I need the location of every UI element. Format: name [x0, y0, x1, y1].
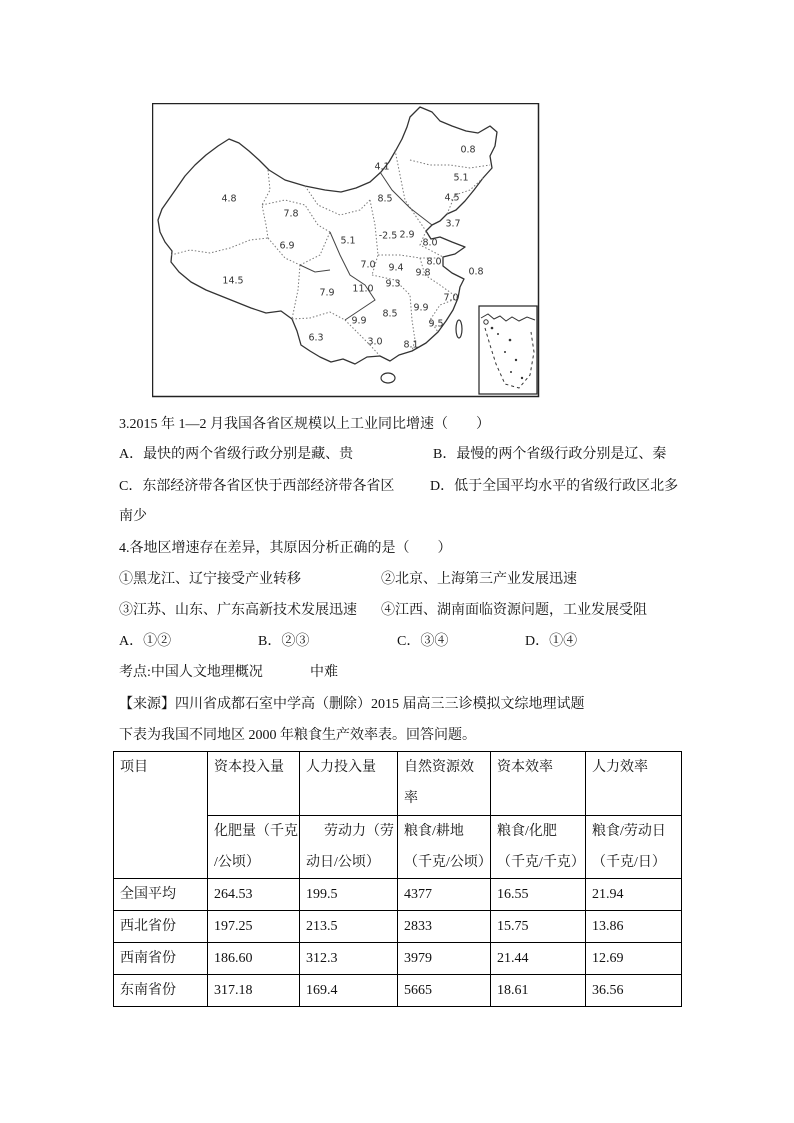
map-value-label: 3.7	[445, 218, 461, 230]
table-row	[114, 975, 682, 1007]
q4-option-a: A．①②	[119, 634, 172, 649]
table-header-row	[114, 752, 682, 816]
table-cell: 169.4	[300, 975, 398, 1007]
south-china-sea-inset	[479, 306, 537, 394]
table-cell: 21.44	[491, 943, 586, 975]
map-value-label: 8.0	[422, 237, 438, 249]
table-cell: 2833	[398, 911, 491, 943]
table-cell: 东南省份	[114, 975, 208, 1007]
q4-option-b: B．②③	[258, 634, 310, 649]
table-cell: 3979	[398, 943, 491, 975]
island-dot	[504, 351, 506, 353]
map-value-label: 9.8	[415, 267, 431, 279]
hainan-island	[381, 373, 395, 383]
q4-statement-3: ③江苏、山东、广东高新技术发展迅速	[119, 603, 357, 618]
map-value-label: 6.9	[279, 240, 295, 252]
table-header-cell: 项目	[114, 752, 208, 879]
table-cell: 5665	[398, 975, 491, 1007]
map-value-label: 7.0	[360, 259, 376, 271]
q4-option-c: C．③④	[397, 634, 449, 649]
unit-line: 动日/公顷）	[306, 855, 380, 870]
table-cell: 21.94	[586, 879, 682, 911]
table-header-cell: 人力投入量	[300, 752, 398, 816]
table-header-cell: 资本投入量	[208, 752, 300, 816]
island-dot	[497, 333, 499, 335]
unit-line: 粮食/化肥	[497, 824, 557, 839]
table-unit-cell	[586, 816, 682, 879]
table-header-cell: 人力效率	[586, 752, 682, 816]
map-value-label: 0.8	[468, 266, 484, 278]
map-value-label: 9.9	[351, 315, 367, 327]
table-cell: 12.69	[586, 943, 682, 975]
table-cell: 264.53	[208, 879, 300, 911]
q4-statement-4: ④江西、湖南面临资源问题，工业发展受阻	[381, 603, 647, 618]
table-unit-cell	[300, 816, 398, 879]
table-cell: 16.55	[491, 879, 586, 911]
grain-efficiency-table	[113, 751, 682, 1007]
table-cell: 197.25	[208, 911, 300, 943]
table-header-cell: 自然资源效率	[398, 752, 491, 816]
island-dot	[510, 371, 512, 373]
map-value-label: 9.9	[413, 302, 429, 314]
unit-line: 化肥量（千克	[214, 824, 298, 839]
question-4-stem: 4.各地区增速存在差异，其原因分析正确的是（ ）	[119, 541, 452, 556]
map-value-label: 9.4	[388, 262, 404, 274]
q3-option-a: A．最快的两个省级行政分别是藏、贵	[119, 447, 354, 462]
map-value-label: 6.3	[308, 332, 324, 344]
table-cell: 186.60	[208, 943, 300, 975]
table-unit-cell	[491, 816, 586, 879]
table-cell: 312.3	[300, 943, 398, 975]
unit-line: 粮食/劳动日	[592, 824, 666, 839]
unit-line: 粮食/耕地	[404, 824, 464, 839]
map-value-label: -2.5	[378, 230, 398, 242]
island-dot	[521, 377, 523, 379]
q3-option-d: D．低于全国平均水平的省级行政区北多南少	[119, 479, 679, 524]
table-cell: 199.5	[300, 879, 398, 911]
china-map	[152, 103, 540, 398]
map-value-label: 8.5	[382, 308, 398, 320]
table-unit-cell	[398, 816, 491, 879]
map-value-label: 8.5	[377, 193, 393, 205]
table-cell: 4377	[398, 879, 491, 911]
map-value-label: 2.9	[399, 229, 415, 241]
map-value-label: 0.8	[460, 144, 476, 156]
table-cell: 213.5	[300, 911, 398, 943]
q4-statement-2: ②北京、上海第三产业发展迅速	[381, 572, 577, 587]
map-value-label: 7.8	[283, 208, 299, 220]
q3-option-b: B．最慢的两个省级行政分别是辽、秦	[433, 447, 667, 462]
table-cell: 317.18	[208, 975, 300, 1007]
exam-point: 考点:中国人文地理概况	[119, 665, 263, 680]
table-intro: 下表为我国不同地区 2000 年粮食生产效率表。回答问题。	[119, 728, 476, 743]
map-value-label: 9.3	[385, 278, 401, 290]
table-cell: 36.56	[586, 975, 682, 1007]
map-value-label: 8.0	[426, 256, 442, 268]
table-header-cell: 资本效率	[491, 752, 586, 816]
difficulty: 中难	[310, 665, 338, 680]
unit-line: 劳动力（劳	[324, 824, 394, 839]
map-value-label: 7.9	[319, 287, 335, 299]
map-value-label: 3.0	[367, 336, 383, 348]
island-dot	[515, 359, 517, 361]
island-dot	[491, 327, 494, 330]
unit-line: （千克/公顷）	[404, 855, 492, 870]
table-cell: 15.75	[491, 911, 586, 943]
table-unit-cell	[208, 816, 300, 879]
map-value-label: 9.5	[428, 318, 444, 330]
map-value-label: 11.0	[352, 283, 374, 295]
map-value-label: 7.0	[443, 292, 459, 304]
source-line: 【来源】四川省成都石室中学高（删除）2015 届高三三诊模拟文综地理试题	[119, 697, 585, 712]
q3-option-c: C．东部经济带各省区快于西部经济带各省区	[119, 479, 395, 494]
table-cell: 13.86	[586, 911, 682, 943]
unit-line: （千克/日）	[592, 855, 666, 870]
map-value-label: 4.1	[374, 161, 390, 173]
q4-statement-1: ①黑龙江、辽宁接受产业转移	[119, 572, 301, 587]
table-cell: 18.61	[491, 975, 586, 1007]
table-cell: 全国平均	[114, 879, 208, 911]
map-value-label: 5.1	[340, 235, 356, 247]
table-cell: 西北省份	[114, 911, 208, 943]
unit-line: /公顷）	[214, 855, 260, 870]
map-value-label: 4.5	[444, 192, 460, 204]
question-3-stem: 3.2015 年 1—2 月我国各省区规模以上工业同比增速（ ）	[119, 417, 490, 432]
taiwan-island	[456, 320, 462, 338]
map-value-label: 4.8	[221, 193, 237, 205]
table-row	[114, 943, 682, 975]
unit-line: （千克/千克）	[497, 855, 585, 870]
map-value-label: 5.1	[453, 172, 469, 184]
q4-option-d: D．①④	[525, 634, 578, 649]
map-value-label: 8.1	[403, 339, 419, 351]
table-row	[114, 879, 682, 911]
table-cell: 西南省份	[114, 943, 208, 975]
table-row	[114, 911, 682, 943]
map-value-label: 14.5	[222, 275, 244, 287]
island-dot	[509, 339, 512, 342]
